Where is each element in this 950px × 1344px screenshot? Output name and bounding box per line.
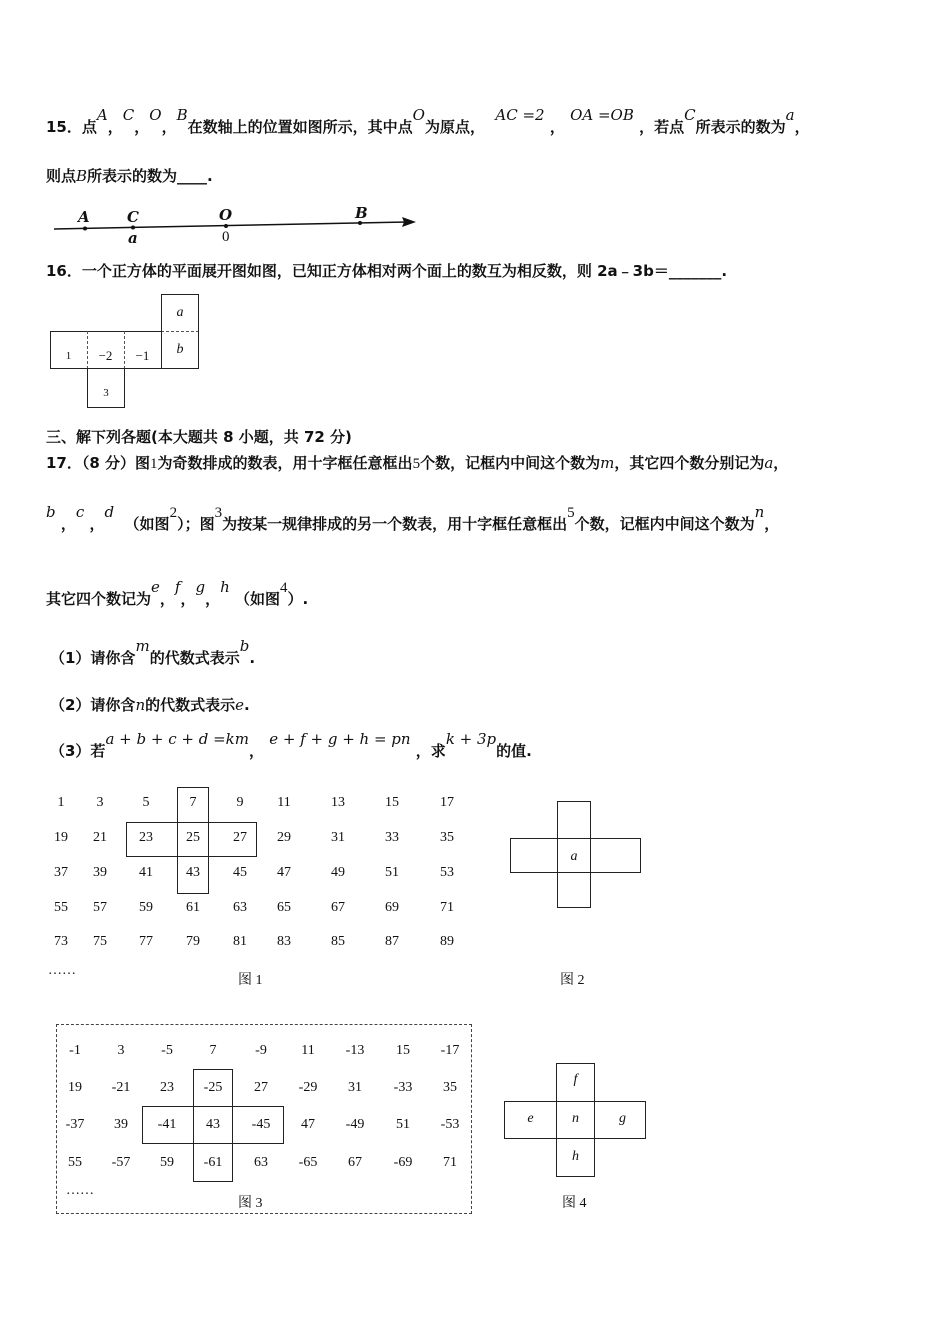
fig3-cell: 59 <box>160 1155 174 1170</box>
fig3-cell: -57 <box>111 1155 131 1170</box>
fig1-cell: 83 <box>277 934 291 949</box>
fig1-cell: 17 <box>440 795 454 810</box>
fig3-cell: -1 <box>69 1043 81 1058</box>
fig1-cell: 9 <box>236 795 244 810</box>
number-line-figure <box>50 200 430 250</box>
fig3-cell: 3 <box>117 1043 125 1058</box>
q17-line3: 其它四个数记为e，f，g，h （如图4）. <box>46 578 309 608</box>
fig3-cell: 35 <box>443 1080 457 1095</box>
fig1-cell: 89 <box>440 934 454 949</box>
q15-line1: 15．点A，C，O，B在数轴上的位置如图所示，其中点O为原点， AC =2 ， OA =OB ，若点C所表示的数为a， <box>46 106 810 136</box>
fig1-cell: 37 <box>54 865 68 880</box>
q17-part3: （3）若a + b + c + d =km， e + f + g + h = pn ，求k + 3p的值. <box>50 730 532 760</box>
fig3-cell: 27 <box>254 1080 268 1095</box>
fig1-cell: 47 <box>277 865 291 880</box>
fig3-cell: -5 <box>161 1043 173 1058</box>
fig1-cell: 81 <box>233 934 247 949</box>
fig4-caption: 图 4 <box>562 1196 587 1211</box>
net-label-neg2: −2 <box>98 348 113 363</box>
fig3-cell: 11 <box>301 1043 315 1058</box>
point-A <box>83 227 87 231</box>
fig3-cell: -69 <box>393 1155 413 1170</box>
axis-label-zero: 0 <box>222 229 230 245</box>
fig1-cell: 21 <box>93 830 107 845</box>
fig1-ellipsis: …… <box>48 963 76 978</box>
fig3-ellipsis: …… <box>66 1183 94 1198</box>
fig1-cell: 31 <box>331 830 345 845</box>
fig3-cell: 43 <box>206 1117 220 1132</box>
fig1-cell: 67 <box>331 900 345 915</box>
point-O <box>224 224 228 228</box>
fig1-cell: 45 <box>233 865 247 880</box>
fig3-cell: 55 <box>68 1155 82 1170</box>
net-label-neg1: −1 <box>135 348 150 363</box>
fig1-cell: 63 <box>233 900 247 915</box>
fig3-cell: 7 <box>209 1043 217 1058</box>
fig1-cell: 33 <box>385 830 399 845</box>
fig1-cell: 53 <box>440 865 454 880</box>
q17-line1: 17．（8 分）图1为奇数排成的数表，用十字框任意框出5个数，记框内中间这个数为m，其它四个数分别记为a， <box>46 454 789 472</box>
fig1-cell: 3 <box>96 795 104 810</box>
fig1-cell: 25 <box>186 830 200 845</box>
q15-line2: 则点B所表示的数为____. <box>46 167 213 185</box>
fig3-cell: -29 <box>298 1080 318 1095</box>
fig4-n: n <box>572 1111 579 1126</box>
fig3-cell: -25 <box>203 1080 223 1095</box>
fig3-cell: 31 <box>348 1080 362 1095</box>
fig3-cell: 39 <box>114 1117 128 1132</box>
fig4-g: g <box>619 1111 626 1126</box>
fig3-cell: -41 <box>157 1117 177 1132</box>
fig1-cell: 65 <box>277 900 291 915</box>
fig3-cell: -17 <box>440 1043 460 1058</box>
fig3-cell: -45 <box>251 1117 271 1132</box>
fig1-cell: 1 <box>57 795 65 810</box>
q17-part2: （2）请你含n的代数式表示e. <box>50 696 250 714</box>
fig1-cell: 49 <box>331 865 345 880</box>
q16-text: 16．一个正方体的平面展开图如图，已知正方体相对两个面上的数互为相反数，则 2a﹣3b＝_______. <box>46 262 728 280</box>
fig3-cell: 15 <box>396 1043 410 1058</box>
q17-part1: （1）请你含m的代数式表示b. <box>50 637 256 667</box>
fig3-cell: -61 <box>203 1155 223 1170</box>
fig3-cell: -49 <box>345 1117 365 1132</box>
fig1-cell: 87 <box>385 934 399 949</box>
fig1-cell: 11 <box>277 795 291 810</box>
fig3-cell: 23 <box>160 1080 174 1095</box>
fig3-cell: -33 <box>393 1080 413 1095</box>
fig1-cell: 15 <box>385 795 399 810</box>
fig1-cell: 73 <box>54 934 68 949</box>
fig1-caption: 图 1 <box>238 973 263 988</box>
net-label-b: b <box>176 342 184 357</box>
fig3-cell: 71 <box>443 1155 457 1170</box>
fig3-cell: -65 <box>298 1155 318 1170</box>
fig1-cell: 61 <box>186 900 200 915</box>
fig1-cell: 5 <box>142 795 150 810</box>
axis-label-B: B <box>355 204 368 222</box>
fig3-cell: 19 <box>68 1080 82 1095</box>
fig1-cell: 57 <box>93 900 107 915</box>
fig2-center: a <box>570 849 578 864</box>
axis-label-a: a <box>128 229 138 247</box>
axis-label-A: A <box>78 208 90 226</box>
fig3-cell: 63 <box>254 1155 268 1170</box>
fig3-cell: -13 <box>345 1043 365 1058</box>
fig1-cell: 55 <box>54 900 68 915</box>
fig1-cell: 35 <box>440 830 454 845</box>
net-label-1: 1 <box>65 350 72 362</box>
fig3-cell: 47 <box>301 1117 315 1132</box>
fig2-caption: 图 2 <box>560 973 585 988</box>
fig1-cell: 7 <box>189 795 197 810</box>
fig3-caption: 图 3 <box>238 1196 263 1211</box>
fig1-cell: 43 <box>186 865 200 880</box>
fig1-cell: 39 <box>93 865 107 880</box>
fig1-cell: 69 <box>385 900 399 915</box>
net-label-a: a <box>176 305 184 320</box>
fig1-cell: 27 <box>233 830 247 845</box>
axis-label-C: C <box>127 208 139 226</box>
fig1-cell: 79 <box>186 934 200 949</box>
fig1-cell: 41 <box>139 865 153 880</box>
fig3-cell: 51 <box>396 1117 410 1132</box>
fig3-cell: -21 <box>111 1080 131 1095</box>
fig4-f: f <box>573 1072 578 1087</box>
fig1-cell: 77 <box>139 934 153 949</box>
fig1-cell: 71 <box>440 900 454 915</box>
fig3-cell: 67 <box>348 1155 362 1170</box>
fig4-h: h <box>572 1149 579 1164</box>
section-3-heading: 三、解下列各题(本大题共 8 小题，共 72 分) <box>46 428 352 446</box>
fig1-cell: 59 <box>139 900 153 915</box>
fig1-cell: 51 <box>385 865 399 880</box>
net-label-3: 3 <box>103 387 109 399</box>
fig1-cell: 85 <box>331 934 345 949</box>
fig3-cell: -53 <box>440 1117 460 1132</box>
fig1-cell: 29 <box>277 830 291 845</box>
fig1-cell: 75 <box>93 934 107 949</box>
fig1-cell: 23 <box>139 830 153 845</box>
axis-arrow <box>402 217 416 227</box>
q17-line2: b ，c ，d （如图2）；图3为按某一规律排成的另一个数表，用十字框任意框出5个数，记框内中间这个数为n， <box>46 503 780 533</box>
axis-label-O: O <box>219 206 233 224</box>
fig1-cell: 13 <box>331 795 345 810</box>
fig3-cell: -9 <box>255 1043 267 1058</box>
fig4-e: e <box>527 1111 534 1126</box>
fig1-cell: 19 <box>54 830 68 845</box>
fig3-cell: -37 <box>65 1117 85 1132</box>
